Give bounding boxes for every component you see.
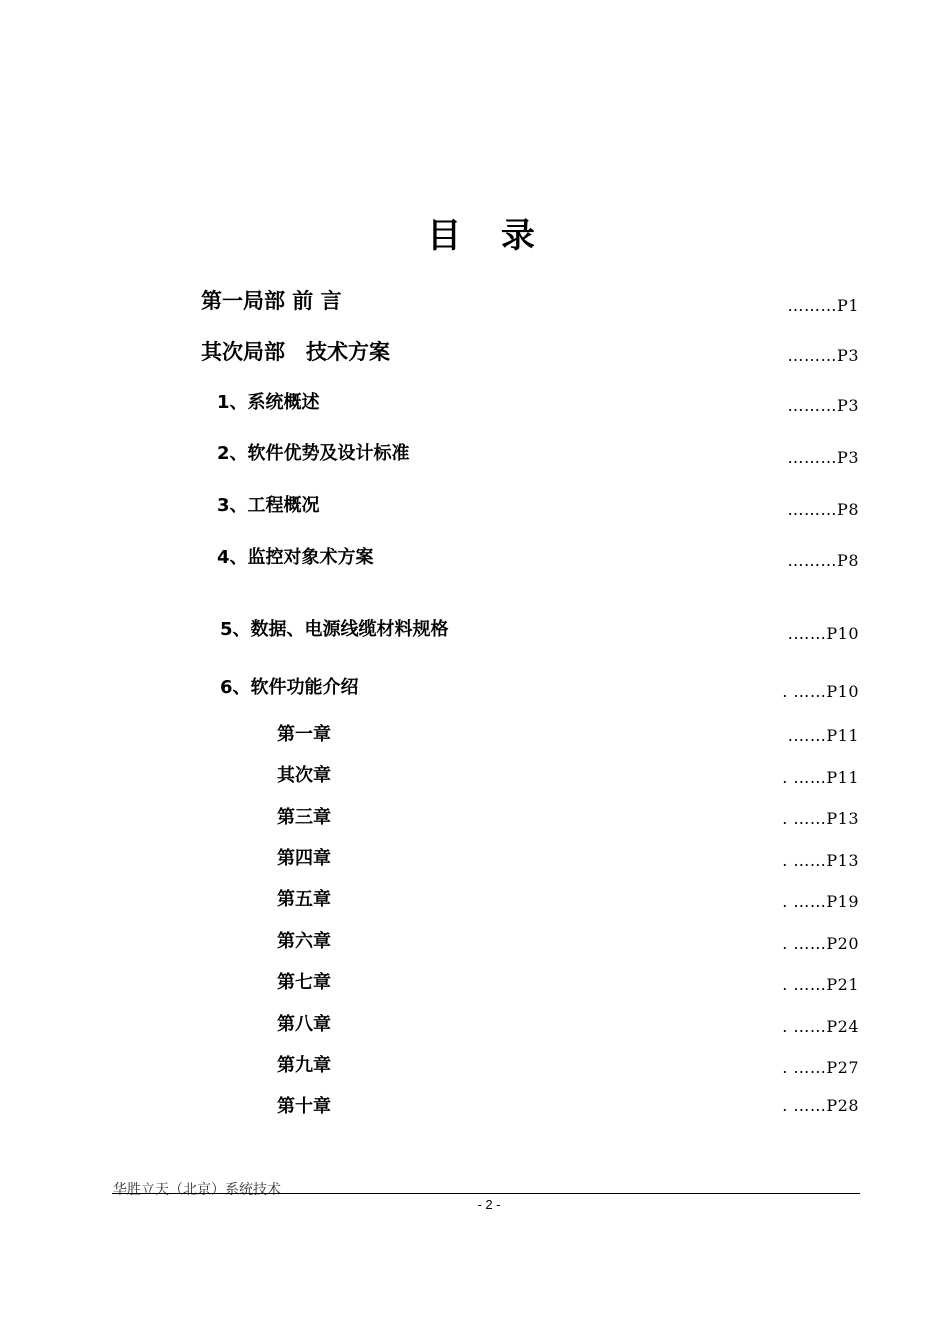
toc-entry-label: 第九章 [277,1055,331,1076]
toc-entry-label: 第一章 [277,724,331,745]
toc-entry-page: . ……P11 [782,768,859,787]
toc-entry-label: 第五章 [277,889,331,910]
footer-divider [112,1193,860,1194]
toc-entry-page: . ……P21 [782,975,859,994]
toc-entry-page: ………P8 [787,551,859,570]
toc-entry-label: 其次章 [277,765,331,786]
toc-entry-label: 第六章 [277,931,331,952]
toc-entry-page: ………P3 [787,346,859,365]
toc-entry-page: ………P3 [787,448,859,467]
page-title: 目 录 [427,216,549,256]
toc-entry-page: . ……P13 [782,809,859,828]
toc-entry-label: 第三章 [277,807,331,828]
toc-entry-page: ………P8 [787,500,859,519]
toc-entry-page: ………P1 [787,296,859,315]
toc-entry-page: . ……P10 [782,682,859,701]
toc-entry-page: . ……P27 [782,1058,859,1077]
toc-entry-page: .……P10 [787,624,859,643]
toc-entry-label: 其次局部 技术方案 [201,340,390,364]
toc-entry-label: 2、软件优势及设计标准 [217,443,410,464]
toc-entry-page: ………P3 [787,396,859,415]
toc-entry-label: 第八章 [277,1014,331,1035]
toc-entry-page: . ……P28 [782,1096,859,1115]
toc-entry-label: 第七章 [277,972,331,993]
toc-entry-label: 5、数据、电源线缆材料规格 [220,619,449,640]
toc-entry-label: 第四章 [277,848,331,869]
toc-entry-label: 6、软件功能介绍 [220,677,359,698]
toc-entry-page: . ……P19 [782,892,859,911]
footer-page-number: - 2 - [477,1197,501,1212]
toc-entry-page: . ……P13 [782,851,859,870]
toc-entry-label: 第十章 [277,1096,331,1117]
toc-entry-page: . ……P24 [782,1017,859,1036]
toc-entry-page: .……P11 [787,726,859,745]
toc-entry-label: 1、系统概述 [217,392,320,413]
footer-company-name: 华胜立天（北京）系统技术 [113,1182,281,1198]
toc-entry-label: 3、工程概况 [217,495,320,516]
toc-entry-page: . ……P20 [782,934,859,953]
toc-entry-label: 4、监控对象术方案 [217,547,374,568]
toc-entry-label: 第一局部 前 言 [201,289,342,313]
